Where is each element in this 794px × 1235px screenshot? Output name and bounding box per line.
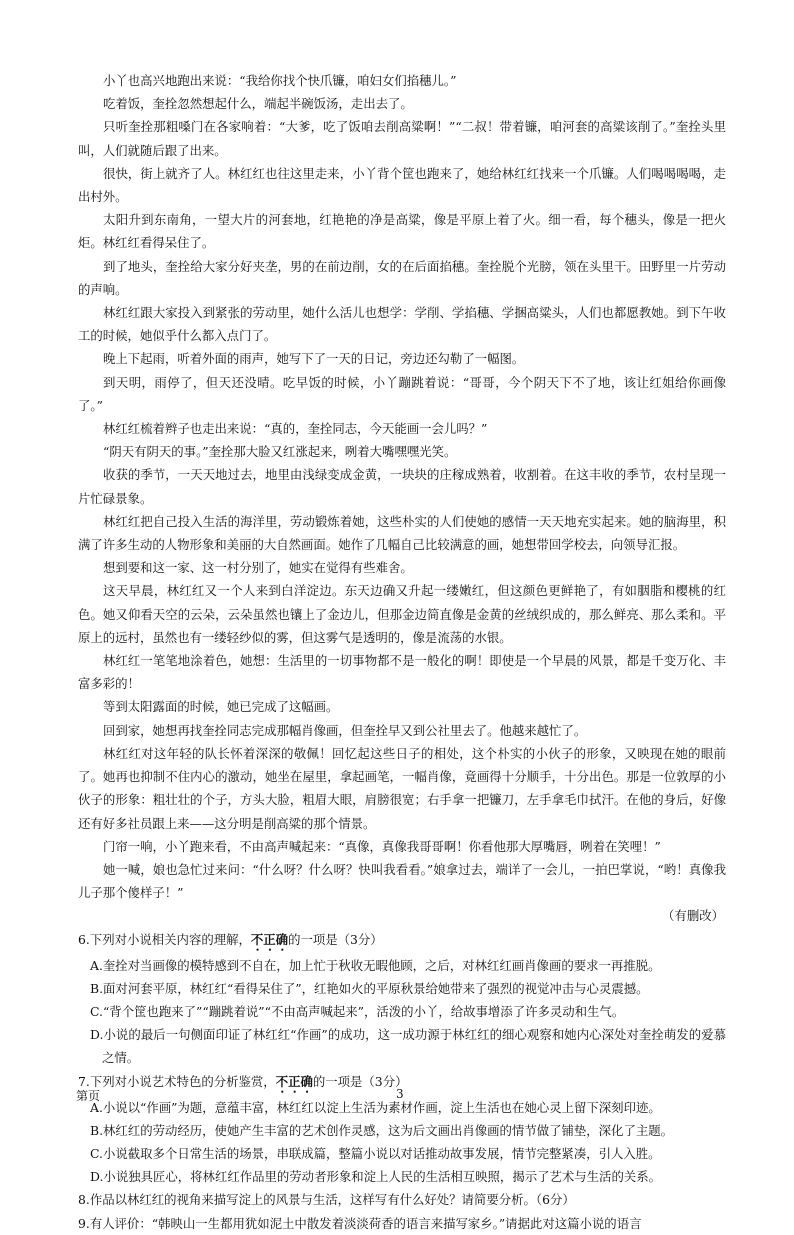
question-9: 9.有人评价：“韩映山一生都用犹如泥土中散发着淡淡荷香的语言来描写家乡。”请据此对这篇小说的语言: [78, 1215, 642, 1231]
option-b: B.面对河套平原，林红红“看得呆住了”，红艳如火的平原秋景给她带来了强烈的视觉冲击与心灵震撼。: [90, 980, 649, 996]
stem-text: 7.下列对小说艺术特色的分析鉴赏，: [78, 1073, 276, 1089]
story-paragraph: 这天早晨，林红红又一个人来到白洋淀边。东天边确又升起一缕嫩红，但这颜色更鲜艳了，有如胭脂和樱桃的红色。她又仰看天空的云朵，云朵虽然也镶上了金边儿，但那金边简直像是金黄的丝绒织成的，那么鲜亮、那么柔和。平原上的远村，虽然也有一缕轻纱似的雾，但这雾气是透明的，像是流荡的水银。: [78, 583, 726, 645]
story-paragraph: “阴天有阴天的事。”奎拴那大脸又红涨起来，咧着大嘴嘿嘿光笑。: [103, 444, 457, 460]
option-d: D.小说的最后一句侧面印证了林红红“作画”的成功，这一成功源于林红红的细心观察和她内心深处对奎拴萌发的爱慕之情。: [90, 1027, 726, 1066]
footer-label: 第页: [76, 1089, 101, 1103]
story-paragraph: 到天明，雨停了，但天还没晴。吃早饭的时候，小丫蹦跳着说：“哥哥，今个阴天下不了地，该让红姐给你画像了。”: [78, 374, 726, 413]
story-paragraph: 想到要和这一家、这一村分别了，她实在觉得有些难舍。: [103, 560, 413, 576]
story-paragraph: 林红红跟大家投入到紧张的劳动里，她什么活儿也想学：学削、学掐穗、学捆高粱头，人们也都愿教她。到下午收工的时候，她似乎什么都入点门了。: [78, 305, 726, 344]
option-c: C.“背个筐也跑来了”“蹦跳着说”“不由高声喊起来”，活泼的小丫，给故事增添了许多灵动和生气。: [90, 1003, 625, 1019]
option-b: B.林红红的劳动经历，使她产生丰富的艺术创作灵感，这为后文画出肖像画的情节做了铺垫，深化了主题。: [90, 1122, 674, 1138]
emphasis-text: 不正确: [250, 931, 289, 947]
story-paragraph: 林红红把自己投入生活的海洋里，劳动锻炼着她，这些朴实的人们使她的感情一天天地充实起来。她的脑海里，积满了许多生动的人物形象和美丽的大自然画面。她作了几幅自己比较满意的画，她想带回学校去，向领导汇报。: [78, 513, 726, 553]
story-paragraph: 林红红一笔笔地涂着色，她想：生活里的一切事物都不是一般化的啊！即使是一个早晨的风景，都是千变万化、丰富多彩的！: [78, 653, 726, 692]
edit-note: （有删改）: [662, 908, 724, 924]
story-text: [78, 69, 726, 928]
story-paragraph: 回到家，她想再找奎拴同志完成那幅肖像画，但奎拴早又到公社里去了。他越来越忙了。: [103, 722, 587, 738]
question-6-stem: [78, 928, 726, 954]
option-a: A.奎拴对当画像的模特感到不自在，加上忙于秋收无暇他顾，之后，对林红红画肖像画的要求一再推脱。: [90, 957, 661, 973]
option-c: C.小说截取多个日常生活的场景，串联成篇，整篇小说以对话推动故事发展，情节完整紧凑，引人入胜。: [90, 1145, 661, 1161]
page-content: [78, 69, 726, 1235]
story-paragraph: 等到太阳露面的时候，她已完成了这幅画。: [103, 699, 339, 715]
story-paragraph: 她一喊，娘也急忙过来问：“什么呀？什么呀？快叫我看看。”娘拿过去，端详了一会儿，一拍巴掌说，“哟！真像我儿子那个傻样子！”: [78, 861, 726, 901]
question-6: [78, 928, 726, 1070]
story-paragraph: 到了地头，奎拴给大家分好夹垄，男的在前边削，女的在后面掐穗。奎拴脱个光膀，领在头里干。田野里一片劳动的声响。: [78, 258, 726, 297]
story-paragraph: 太阳升到东南角，一望大片的河套地，红艳艳的净是高粱，像是平原上着了火。细一看，每个穗头，像是一把火炬。林红红看得呆住了。: [78, 212, 726, 251]
option-a: A.小说以“作画”为题，意蕴丰富，林红红以淀上生活为素材作画，淀上生活也在她心灵上留下深刻印迹。: [90, 1099, 661, 1115]
story-paragraph: 小丫也高兴地跑出来说：“我给你找个快爪镰，咱妇女们掐穗儿。”: [103, 73, 457, 88]
stem-text: 6.下列对小说相关内容的理解，: [78, 931, 251, 947]
story-paragraph: 晚上下起雨，听着外面的雨声，她写下了一天的日记，旁边还勾勒了一幅图。: [103, 351, 525, 367]
story-paragraph: 门帘一响，小丫跑来看，不由高声喊起来：“真像，真像我哥哥啊！你看他那大厚嘴唇，咧着在笑哩！”: [103, 838, 661, 854]
story-paragraph: 吃着饭，奎拴忽然想起什么，端起半碗饭汤，走出去了。: [103, 96, 413, 112]
story-paragraph: 只听奎拴那粗嗓门在各家响着：“大爹，吃了饭咱去削高粱啊！”“二叔！带着镰，咱河套的高粱该削了。”奎拴头里叫，人们就随后跟了出来。: [78, 119, 726, 158]
page-number: 3: [396, 1087, 404, 1101]
story-paragraph: 收获的季节，一天天地过去，地里由浅绿变成金黄，一块块的庄稼成熟着，收割着。在这丰收的季节，农村呈现一片忙碌景象。: [78, 467, 726, 506]
emphasis-text: 不正确: [275, 1073, 313, 1089]
stem-text: 的一项是（3分）: [312, 1073, 408, 1089]
story-paragraph: 很快，街上就齐了人。林红红也往这里走来，小丫背个筐也跑来了，她给林红红找来一个爪镰。人们喝喝喝喝，走出村外。: [78, 165, 726, 205]
option-d: D.小说独具匠心，将林红红作品里的劳动者形象和淀上人民的生活相互映照，揭示了艺术与生活的关系。: [90, 1169, 662, 1185]
story-paragraph: 林红红梳着辫子也走出来说：“真的，奎拴同志，今天能画一会儿吗？”: [103, 421, 488, 437]
question-8: 8.作品以林红红的视角来描写淀上的风景与生活，这样写有什么好处？请简要分析。（6分）: [78, 1192, 575, 1208]
story-paragraph: 林红红对这年轻的队长怀着深深的敬佩！回忆起这些日子的相处，这个朴实的小伙子的形象，又映现在她的眼前了。她再也抑制不住内心的激动，她坐在屋里，拿起画笔，一幅肖像，竟画得十分顺手，十分出色。那是一位敦厚的小伙子的形象：粗壮壮的个子，方头大脸，粗眉大眼，肩膀很宽；右手拿一把镰刀，左手拿毛巾拭汗。在他的身后，好像还有好多社员跟上来——这分明是削高粱的那个情景。: [78, 745, 726, 831]
stem-text: 的一项是（3分）: [288, 931, 383, 947]
